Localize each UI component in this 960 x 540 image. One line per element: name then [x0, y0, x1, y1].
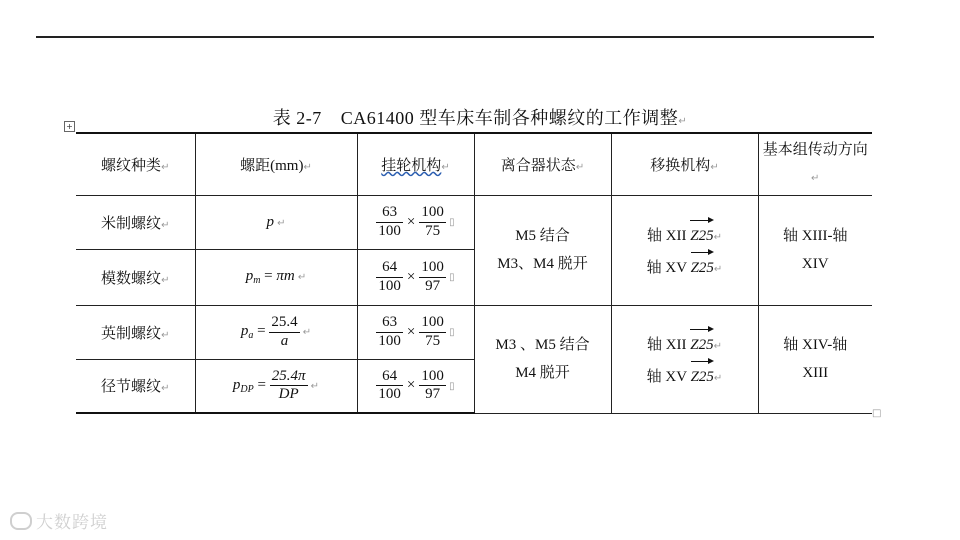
clutch-state-cell: M3 、M5 结合 M4 脱开 — [474, 305, 611, 413]
gear-train-cell: $\frac{64}{100}$ × $\frac{100}{97}$ ▯ — [357, 359, 474, 413]
table-caption — [0, 104, 960, 130]
header-thread-type: 螺纹种类↵ — [76, 133, 195, 195]
header-row — [76, 133, 872, 195]
pitch-cell: $p_m = \pi m$ ↵ — [195, 249, 357, 305]
thread-type-cell: 模数螺纹↵ — [76, 249, 195, 305]
header-shift-mechanism: 移换机构↵ — [611, 133, 758, 195]
pitch-cell: $p_{DP}$ = $\frac{25.4\pi}{DP}$ ↵ — [195, 359, 357, 413]
drive-direction-cell: 轴 XIV-轴 XIII — [758, 305, 872, 413]
drive-direction-cell: 轴 XIII-轴 XIV — [758, 195, 872, 305]
table-move-handle-icon[interactable]: + — [64, 121, 75, 132]
watermark: 大数跨境 — [10, 508, 108, 533]
watermark-logo-icon — [10, 512, 32, 530]
shift-mechanism-cell: 轴 XII Z25↵ 轴 XV Z25↵ — [611, 305, 758, 413]
caption-number: 表 2-7 — [272, 108, 322, 128]
gear-vector: Z25 — [690, 218, 713, 251]
gear-vector: Z25 — [691, 250, 714, 283]
clutch-state-cell: M5 结合 M3、M4 脱开 — [474, 195, 611, 305]
header-pitch: 螺距(mm)↵ — [195, 133, 357, 195]
table-row — [76, 305, 872, 359]
table-row — [76, 195, 872, 249]
pitch-cell: $p_a$ = $\frac{25.4}{a}$ ↵ — [195, 305, 357, 359]
gear-train-cell: $\frac{64}{100}$ × $\frac{100}{97}$ ▯ — [357, 249, 474, 305]
top-rule — [36, 36, 874, 38]
header-gear-train: 挂轮机构↵ — [357, 133, 474, 195]
thread-adjustment-table — [76, 132, 872, 414]
gear-vector: Z25 — [691, 359, 714, 392]
gear-train-cell: $\frac{63}{100}$ × $\frac{100}{75}$ ▯ — [357, 195, 474, 249]
thread-type-cell: 英制螺纹↵ — [76, 305, 195, 359]
shift-mechanism-cell: 轴 XII Z25↵ 轴 XV Z25↵ — [611, 195, 758, 305]
paragraph-mark-icon: ↵ — [678, 116, 688, 127]
thread-type-cell: 米制螺纹↵ — [76, 195, 195, 249]
table-end-mark: □ — [872, 408, 882, 419]
gear-vector: Z25 — [690, 327, 713, 360]
header-drive-direction: 基本组传动方向↵ — [758, 133, 872, 195]
caption-title: CA61400 型车床车制各种螺纹的工作调整 — [340, 108, 679, 128]
pitch-cell: p ↵ — [195, 195, 357, 249]
gear-train-cell: $\frac{63}{100}$ × $\frac{100}{75}$ ▯ — [357, 305, 474, 359]
header-clutch-state: 离合器状态↵ — [474, 133, 611, 195]
thread-type-cell: 径节螺纹↵ — [76, 359, 195, 413]
